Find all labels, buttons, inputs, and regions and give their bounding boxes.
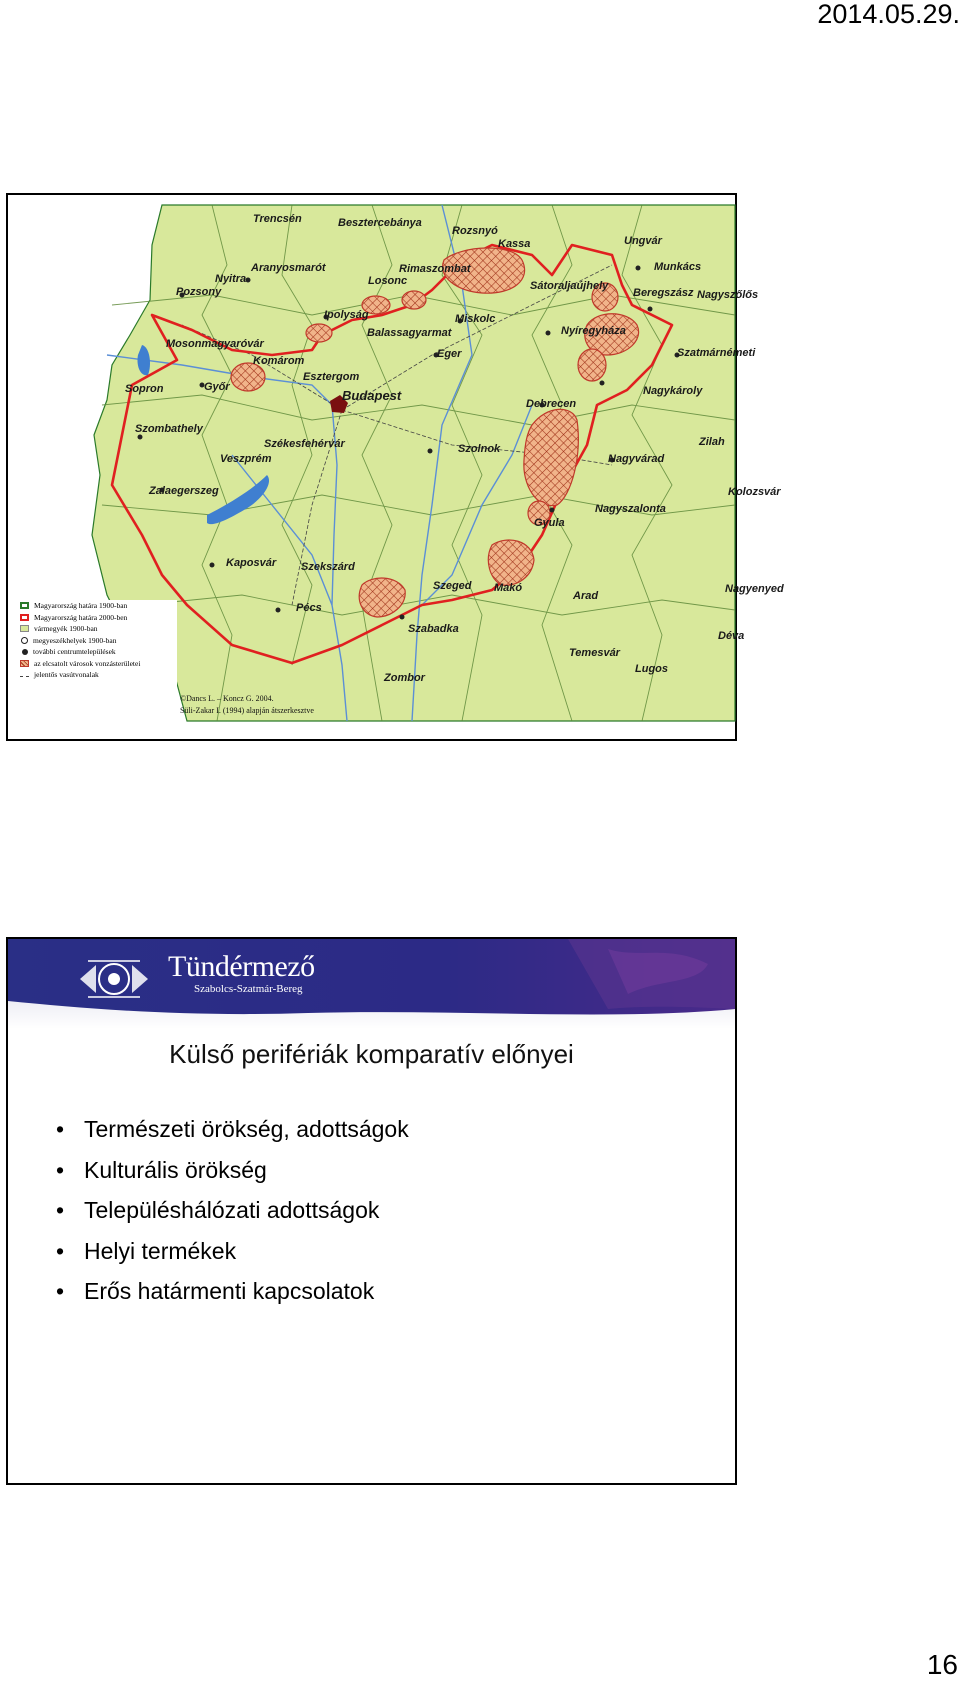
legend-item	[14, 646, 177, 658]
city-label: Szeged	[433, 580, 472, 592]
city-label: Nagyenyed	[725, 583, 784, 595]
tundermezo-logo-emblem	[78, 957, 150, 1001]
city-label: Beregszász	[633, 287, 694, 299]
brand-name: Tündérmező	[168, 950, 315, 983]
city-label: Veszprém	[220, 453, 272, 465]
city-label: Komárom	[253, 355, 305, 367]
credit-line: Süli-Zakar I. (1994) alapján átszerkesztve	[180, 706, 314, 715]
legend-label: vármegyék 1900-ban	[34, 624, 98, 633]
page-number: 16	[926, 1649, 958, 1680]
legend-item	[14, 612, 177, 624]
historical-map	[12, 205, 784, 721]
legend-swatch-green-box	[20, 602, 29, 609]
legend-label: jelentős vasútvonalak	[34, 670, 99, 679]
city-label: Kassa	[498, 238, 531, 250]
city-label: Szolnok	[458, 443, 501, 455]
text-slide	[6, 937, 737, 1485]
city-label: Rozsnyó	[452, 225, 498, 237]
slide-banner	[8, 939, 735, 1029]
city-label: Miskolc	[455, 313, 496, 325]
legend-swatch-dot	[22, 649, 28, 655]
city-label: Besztercebánya	[338, 217, 422, 229]
city-label: Munkács	[654, 261, 702, 273]
city-label: Nyíregyháza	[561, 325, 626, 337]
city-label: Nagyszőlős	[697, 289, 759, 301]
city-label: Szabadka	[408, 623, 459, 635]
legend-swatch-hatch	[20, 660, 29, 667]
legend-swatch-railway	[20, 672, 29, 677]
legend-label: további centrumtelepülések	[33, 647, 116, 656]
legend-item	[14, 623, 177, 635]
city-label: Szombathely	[135, 423, 203, 435]
bullet-item: • Természeti örökség, adottságok	[56, 1109, 409, 1150]
city-label: Trencsén	[253, 213, 302, 225]
legend-item	[14, 658, 177, 670]
city-label: Eger	[437, 348, 462, 360]
city-label: Kolozsvár	[728, 486, 781, 498]
legend-label: megyeszékhelyek 1900-ban	[33, 635, 117, 645]
city-label: Aranyosmarót	[251, 262, 326, 274]
city-label: Szatmárnémeti	[677, 347, 756, 359]
city-label: Gyula	[534, 517, 565, 529]
city-label: Nagyszalonta	[595, 503, 666, 515]
city-label: Zalaegerszeg	[149, 485, 219, 497]
bullet-list	[56, 1109, 409, 1312]
city-label: Lugos	[635, 663, 668, 675]
city-label: Pozsony	[176, 286, 222, 298]
map-credit	[180, 693, 314, 717]
brand-subtitle: Szabolcs-Szatmár-Bereg	[194, 983, 303, 995]
city-label: Arad	[573, 590, 599, 602]
legend-label: Magyarország határa 1900-ban	[34, 601, 128, 610]
city-label: Zilah	[699, 436, 725, 448]
city-label: Esztergom	[303, 371, 360, 383]
city-label: Budapest	[342, 388, 402, 403]
city-label: Debrecen	[526, 398, 577, 410]
date-header: 2014.05.29.	[817, 0, 960, 29]
city-label: Losonc	[368, 275, 408, 287]
legend-item	[14, 669, 177, 681]
city-label: Déva	[718, 630, 745, 642]
city-label: Kaposvár	[226, 557, 277, 569]
city-label: Mosonmagyaróvár	[166, 338, 264, 350]
city-label: Sopron	[125, 383, 164, 395]
legend-swatch-red-box	[20, 614, 29, 621]
city-label: Makó	[494, 582, 523, 594]
city-label: Zombor	[384, 672, 425, 684]
city-label: Nagyvárad	[608, 453, 665, 465]
city-label: Ungvár	[624, 235, 662, 247]
city-label: Temesvár	[569, 647, 620, 659]
legend-swatch-yellow-fill	[20, 625, 29, 632]
legend-item	[14, 635, 177, 647]
legend-swatch-dot-ring	[21, 637, 28, 644]
city-label: Ipolyság	[324, 309, 369, 321]
city-label: Sátoraljaújhely	[530, 280, 609, 292]
city-label: Székesfehérvár	[264, 438, 345, 450]
brand-block	[168, 951, 315, 995]
city-label: Balassagyarmat	[367, 327, 452, 339]
legend-label: az elcsatolt városok vonzásterületei	[34, 658, 141, 668]
city-label: Győr	[204, 381, 230, 393]
map-legend	[14, 600, 177, 721]
legend-item	[14, 600, 177, 612]
bullet-item: • Helyi termékek	[56, 1231, 409, 1272]
city-label: Nagykároly	[643, 385, 703, 397]
credit-line: ©Dancs L. – Koncz G. 2004.	[180, 694, 274, 703]
bullet-item: • Településhálózati adottságok	[56, 1190, 409, 1231]
city-label: Nyitra	[215, 273, 247, 285]
city-label: Rimaszombat	[399, 263, 471, 275]
slide-title: Külső perifériák komparatív előnyei	[169, 1039, 574, 1069]
city-label: Szekszárd	[301, 561, 355, 573]
bullet-item: • Kulturális örökség	[56, 1150, 409, 1191]
city-label: Pécs	[296, 602, 322, 614]
map-slide	[6, 193, 784, 741]
bullet-item: • Erős határmenti kapcsolatok	[56, 1271, 409, 1312]
legend-label: Magyarország határa 2000-ben	[34, 612, 128, 622]
